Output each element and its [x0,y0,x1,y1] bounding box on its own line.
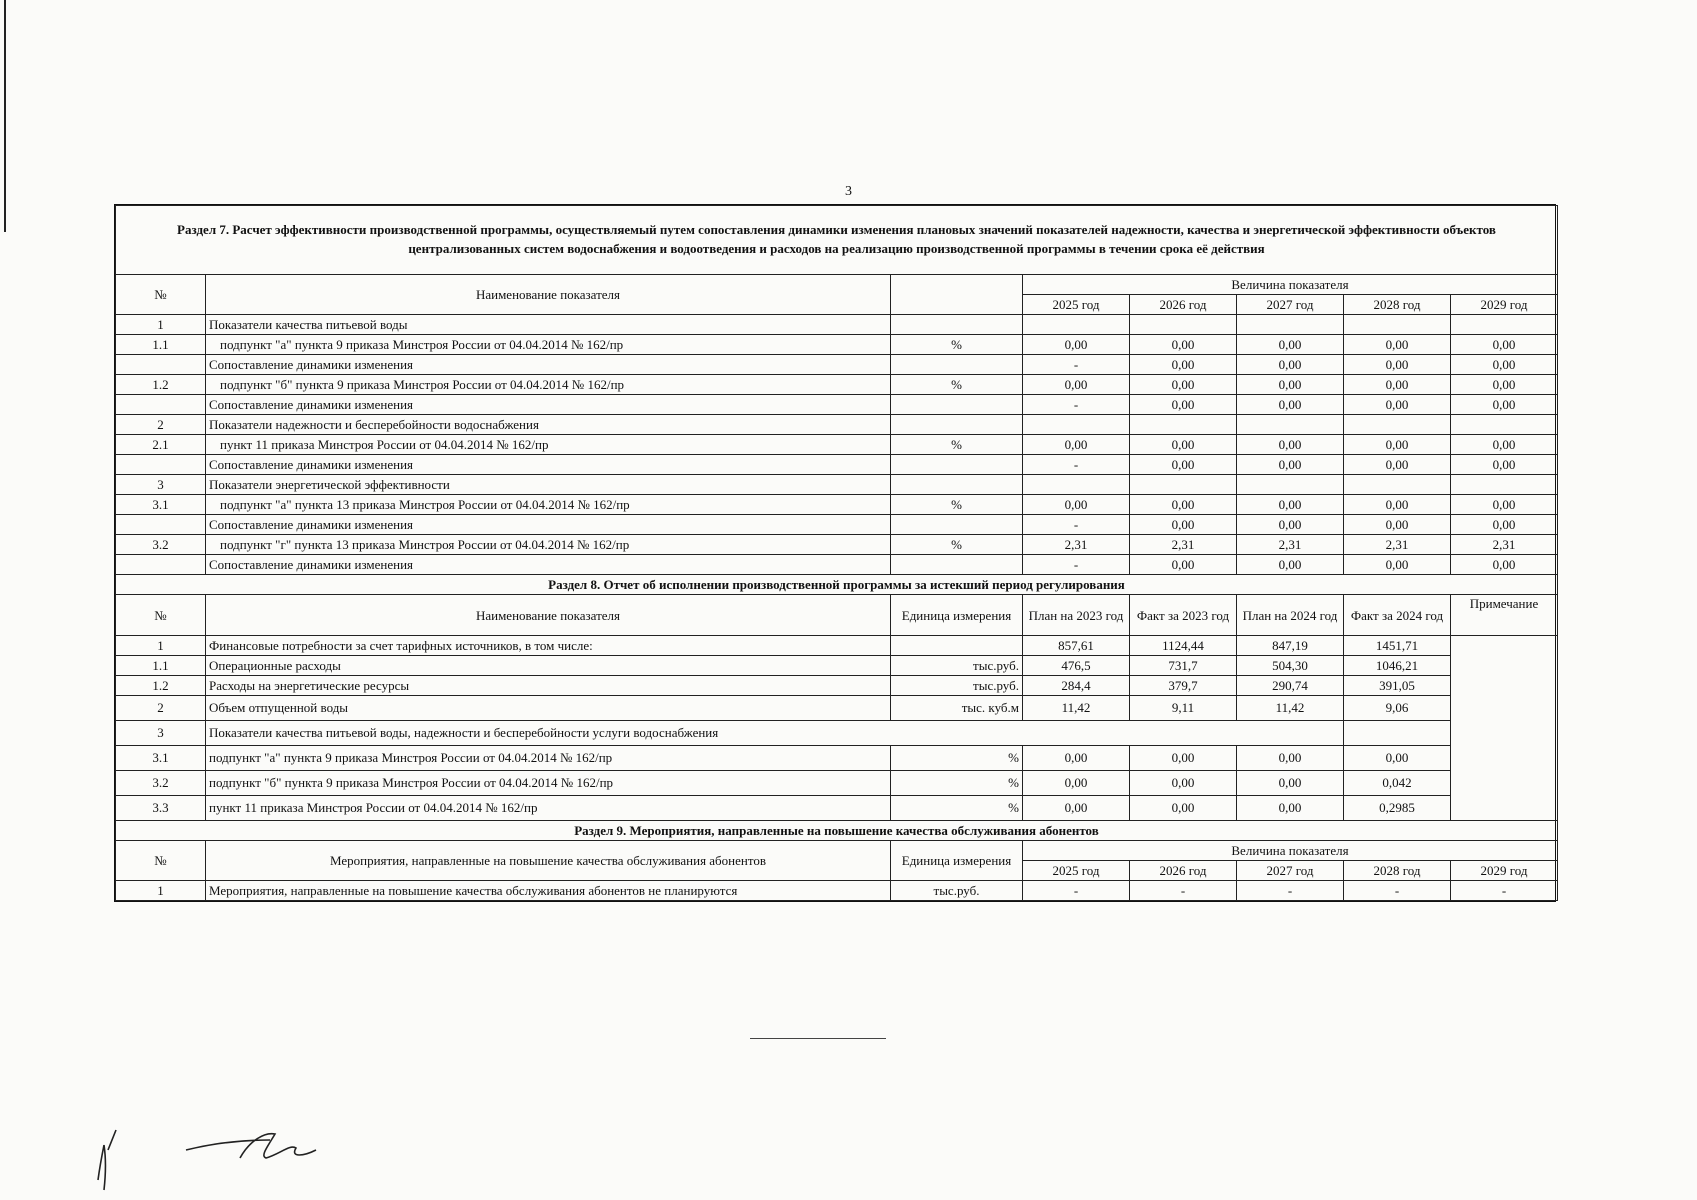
col-name-header: Наименование показателя [206,595,891,636]
row-value: 11,42 [1023,696,1130,721]
row-value: 0,00 [1237,355,1344,375]
row-unit: тыс.руб. [891,881,1023,901]
row-number: 1 [116,636,206,656]
section9-title: Раздел 9. Мероприятия, направленные на повышение качества обслуживания абонентов [116,821,1558,841]
row-value [1023,475,1130,495]
row-name: Расходы на энергетические ресурсы [206,676,891,696]
section8-header-row [116,595,1558,636]
row-value: 0,00 [1023,771,1130,796]
row-number: 3.2 [116,771,206,796]
row-value: 0,00 [1344,495,1451,515]
row-name: подпункт "б" пункта 9 приказа Минстроя России от 04.04.2014 № 162/пр [206,375,891,395]
col-number-header: № [116,595,206,636]
row-name: подпункт "а" пункта 9 приказа Минстроя России от 04.04.2014 № 162/пр [206,335,891,355]
row-value: 0,00 [1451,335,1558,355]
row-value: 0,00 [1237,495,1344,515]
col-plan-2024: План на 2024 год [1237,595,1344,636]
row-value [1451,475,1558,495]
row-value: 0,00 [1130,375,1237,395]
row-name: Финансовые потребности за счет тарифных источников, в том числе: [206,636,891,656]
row-value: 1124,44 [1130,636,1237,656]
col-value-header: Величина показателя [1023,275,1558,295]
row-value: 0,00 [1130,746,1237,771]
row-value: 847,19 [1237,636,1344,656]
row-unit: % [891,375,1023,395]
row-value [1130,475,1237,495]
row-value: 0,00 [1451,495,1558,515]
row-value: 0,00 [1130,455,1237,475]
row-unit [891,355,1023,375]
row-name: Сопоставление динамики изменения [206,555,891,575]
row-value: - [1023,515,1130,535]
row-value [1023,415,1130,435]
row-unit [891,415,1023,435]
col-fact-2023: Факт за 2023 год [1130,595,1237,636]
row-value: 284,4 [1023,676,1130,696]
row-value: 0,00 [1451,375,1558,395]
row-unit [891,315,1023,335]
row-value: - [1451,881,1558,901]
year-header-4: 2029 год [1451,295,1558,315]
row-unit: тыс.руб. [891,676,1023,696]
section8-title-row [116,575,1558,595]
col-unit-header [891,275,1023,315]
report-table-body [116,206,1558,901]
row-number [116,515,206,535]
year-header-0: 2025 год [1023,861,1130,881]
row-value [1237,475,1344,495]
closing-rule [750,1038,886,1039]
row-number: 2 [116,696,206,721]
row-name: пункт 11 приказа Минстроя России от 04.04.2014 № 162/пр [206,796,891,821]
row-value: 9,06 [1344,696,1451,721]
row-number [116,455,206,475]
row-name: Мероприятия, направленные на повышение качества обслуживания абонентов не планируются [206,881,891,901]
year-header-3: 2028 год [1344,861,1451,881]
row-name: Показатели энергетической эффективности [206,475,891,495]
row-number: 3.1 [116,495,206,515]
row-number [116,355,206,375]
row-number [116,395,206,415]
row-value: - [1237,881,1344,901]
row-unit [891,555,1023,575]
row-number [116,555,206,575]
row-value: 0,00 [1344,355,1451,375]
section8-table-row [116,676,1558,696]
row-name: подпункт "а" пункта 13 приказа Минстроя России от 04.04.2014 № 162/пр [206,495,891,515]
row-value: 0,00 [1130,771,1237,796]
note-cell [1451,636,1558,821]
row-value: 0,00 [1237,746,1344,771]
row-value: 0,00 [1023,495,1130,515]
row-value: - [1023,355,1130,375]
section7-table-row [116,335,1558,355]
row-number: 3 [116,475,206,495]
row-name: подпункт "г" пункта 13 приказа Минстроя России от 04.04.2014 № 162/пр [206,535,891,555]
row-number: 2 [116,415,206,435]
row-value: 1046,21 [1344,656,1451,676]
handwritten-signature [90,1110,350,1200]
row-value: 0,00 [1451,515,1558,535]
row-value [1023,315,1130,335]
row-name: Объем отпущенной воды [206,696,891,721]
row-value: - [1023,881,1130,901]
row-number: 2.1 [116,435,206,455]
row-value: 0,00 [1451,395,1558,415]
col-note: Примечание [1451,595,1558,636]
row-value [1344,415,1451,435]
row-number: 3 [116,721,206,746]
row-name: Операционные расходы [206,656,891,676]
section8-title: Раздел 8. Отчет об исполнении производственной программы за истекший период регулирования [116,575,1558,595]
section7-table-row [116,375,1558,395]
report-table [115,205,1558,901]
col-name-header: Наименование показателя [206,275,891,315]
row-value: 0,00 [1237,435,1344,455]
section7-table-row [116,315,1558,335]
row-unit: % [891,771,1023,796]
section7-table-row [116,355,1558,375]
section7-table-row [116,435,1558,455]
report-sheet [114,204,1556,902]
row-value: 504,30 [1237,656,1344,676]
row-value [1451,415,1558,435]
row-value: 0,00 [1344,515,1451,535]
year-header-1: 2026 год [1130,861,1237,881]
page-number: 3 [845,184,852,199]
row-unit: % [891,495,1023,515]
row-value: 0,00 [1023,435,1130,455]
row-value: 0,00 [1237,796,1344,821]
section8-table-row [116,636,1558,656]
row-value: 2,31 [1023,535,1130,555]
row-number: 3.1 [116,746,206,771]
row-unit [891,395,1023,415]
col-unit-header: Единица измерения [891,595,1023,636]
col-number-header: № [116,275,206,315]
row-unit: % [891,535,1023,555]
row-name: подпункт "б" пункта 9 приказа Минстроя России от 04.04.2014 № 162/пр [206,771,891,796]
row-number: 1 [116,881,206,901]
section7-table-row [116,495,1558,515]
row-unit [891,475,1023,495]
row-value: - [1344,881,1451,901]
row-unit [891,636,1023,656]
row-unit: % [891,746,1023,771]
row-value: 0,00 [1344,335,1451,355]
section8-table-row [116,796,1558,821]
row-value [1237,315,1344,335]
row-number: 1.2 [116,676,206,696]
row-value: 0,00 [1451,455,1558,475]
section7-title-row [116,206,1558,275]
row-value: 0,00 [1237,335,1344,355]
row-value: - [1023,455,1130,475]
row-value: 11,42 [1237,696,1344,721]
row-name: Показатели надежности и бесперебойности водоснабжения [206,415,891,435]
row-value: 1451,71 [1344,636,1451,656]
row-number: 1 [116,315,206,335]
row-value: 0,00 [1237,375,1344,395]
row-value: 0,00 [1023,375,1130,395]
row-value: 0,00 [1023,796,1130,821]
section7-table-row [116,455,1558,475]
row-value [1451,315,1558,335]
row-value: 0,00 [1130,355,1237,375]
row-value: 2,31 [1451,535,1558,555]
row-unit: % [891,796,1023,821]
row-value: 0,00 [1344,375,1451,395]
year-header-1: 2026 год [1130,295,1237,315]
row-number: 3.2 [116,535,206,555]
section9-title-row [116,821,1558,841]
section7-table-row [116,535,1558,555]
col-unit-header: Единица измерения [891,841,1023,881]
row-name: Сопоставление динамики изменения [206,455,891,475]
section9-table-row [116,881,1558,901]
row-value: 0,00 [1237,395,1344,415]
row-value: 0,00 [1344,555,1451,575]
row-number: 1.1 [116,656,206,676]
section7-table-row [116,395,1558,415]
section7-title: Раздел 7. Расчет эффективности производственной программы, осуществляемый путем сопоставления динамики изменения плановых значений показателей надежности, качества и энергетической эффективности объектов централизованных систем водоснабжения и водоотведения и расходов на реализацию производственной программы в течении срока её действия [116,206,1558,275]
row-name: Показатели качества питьевой воды [206,315,891,335]
row-value: 0,00 [1237,455,1344,475]
row-value: 0,00 [1130,435,1237,455]
section8-table-row [116,656,1558,676]
row-value: 0,00 [1130,335,1237,355]
row-value: 0,00 [1023,746,1130,771]
row-unit: тыс. куб.м [891,696,1023,721]
row-name: подпункт "а" пункта 9 приказа Минстроя России от 04.04.2014 № 162/пр [206,746,891,771]
row-value: 857,61 [1023,636,1130,656]
row-value: 0,00 [1130,515,1237,535]
col-fact-2024: Факт за 2024 год [1344,595,1451,636]
row-value [1344,315,1451,335]
row-value: 0,00 [1130,796,1237,821]
row-value: - [1130,881,1237,901]
row-value: 0,00 [1344,746,1451,771]
year-header-2: 2027 год [1237,861,1344,881]
row-value: - [1023,395,1130,415]
row-value [1130,415,1237,435]
row-value: 731,7 [1130,656,1237,676]
row-value [1130,315,1237,335]
row-value: 0,00 [1451,435,1558,455]
section8-table-row [116,696,1558,721]
col-plan-2023: План на 2023 год [1023,595,1130,636]
row-value: 2,31 [1237,535,1344,555]
row-value [1344,721,1451,746]
col-value-header: Величина показателя [1023,841,1558,861]
row-unit [891,515,1023,535]
row-name: Показатели качества питьевой воды, надежности и бесперебойности услуги водоснабжения [206,721,1344,746]
row-value: 0,00 [1344,435,1451,455]
row-value: 379,7 [1130,676,1237,696]
row-number: 3.3 [116,796,206,821]
row-value: 0,00 [1130,555,1237,575]
row-value: 290,74 [1237,676,1344,696]
row-value: 0,00 [1344,455,1451,475]
row-value: 0,00 [1344,395,1451,415]
row-value: 391,05 [1344,676,1451,696]
year-header-0: 2025 год [1023,295,1130,315]
row-value: 0,00 [1451,555,1558,575]
row-value: 2,31 [1344,535,1451,555]
section7-table-row [116,515,1558,535]
year-header-4: 2029 год [1451,861,1558,881]
row-name: Сопоставление динамики изменения [206,355,891,375]
row-unit: тыс.руб. [891,656,1023,676]
year-header-2: 2027 год [1237,295,1344,315]
row-value: 2,31 [1130,535,1237,555]
row-value: 476,5 [1023,656,1130,676]
section7-table-row [116,415,1558,435]
row-unit: % [891,435,1023,455]
row-number: 1.1 [116,335,206,355]
row-value: 0,00 [1130,395,1237,415]
row-value: 0,00 [1451,355,1558,375]
section7-header-row [116,275,1558,295]
row-value: 0,00 [1237,771,1344,796]
col-number-header: № [116,841,206,881]
row-value: 0,00 [1237,515,1344,535]
row-value: 0,042 [1344,771,1451,796]
row-value [1237,415,1344,435]
row-value: 9,11 [1130,696,1237,721]
row-value: - [1023,555,1130,575]
row-unit: % [891,335,1023,355]
row-value [1344,475,1451,495]
section9-header-row [116,841,1558,861]
row-unit [891,455,1023,475]
section8-table-row [116,721,1558,746]
row-name: пункт 11 приказа Минстроя России от 04.04.2014 № 162/пр [206,435,891,455]
row-value: 0,00 [1237,555,1344,575]
section8-table-row [116,771,1558,796]
section8-table-row [116,746,1558,771]
row-value: 0,00 [1130,495,1237,515]
row-value: 0,2985 [1344,796,1451,821]
row-name: Сопоставление динамики изменения [206,515,891,535]
year-header-3: 2028 год [1344,295,1451,315]
row-name: Сопоставление динамики изменения [206,395,891,415]
row-number: 1.2 [116,375,206,395]
row-value: 0,00 [1023,335,1130,355]
col-name-header: Мероприятия, направленные на повышение качества обслуживания абонентов [206,841,891,881]
section7-table-row [116,555,1558,575]
section7-table-row [116,475,1558,495]
